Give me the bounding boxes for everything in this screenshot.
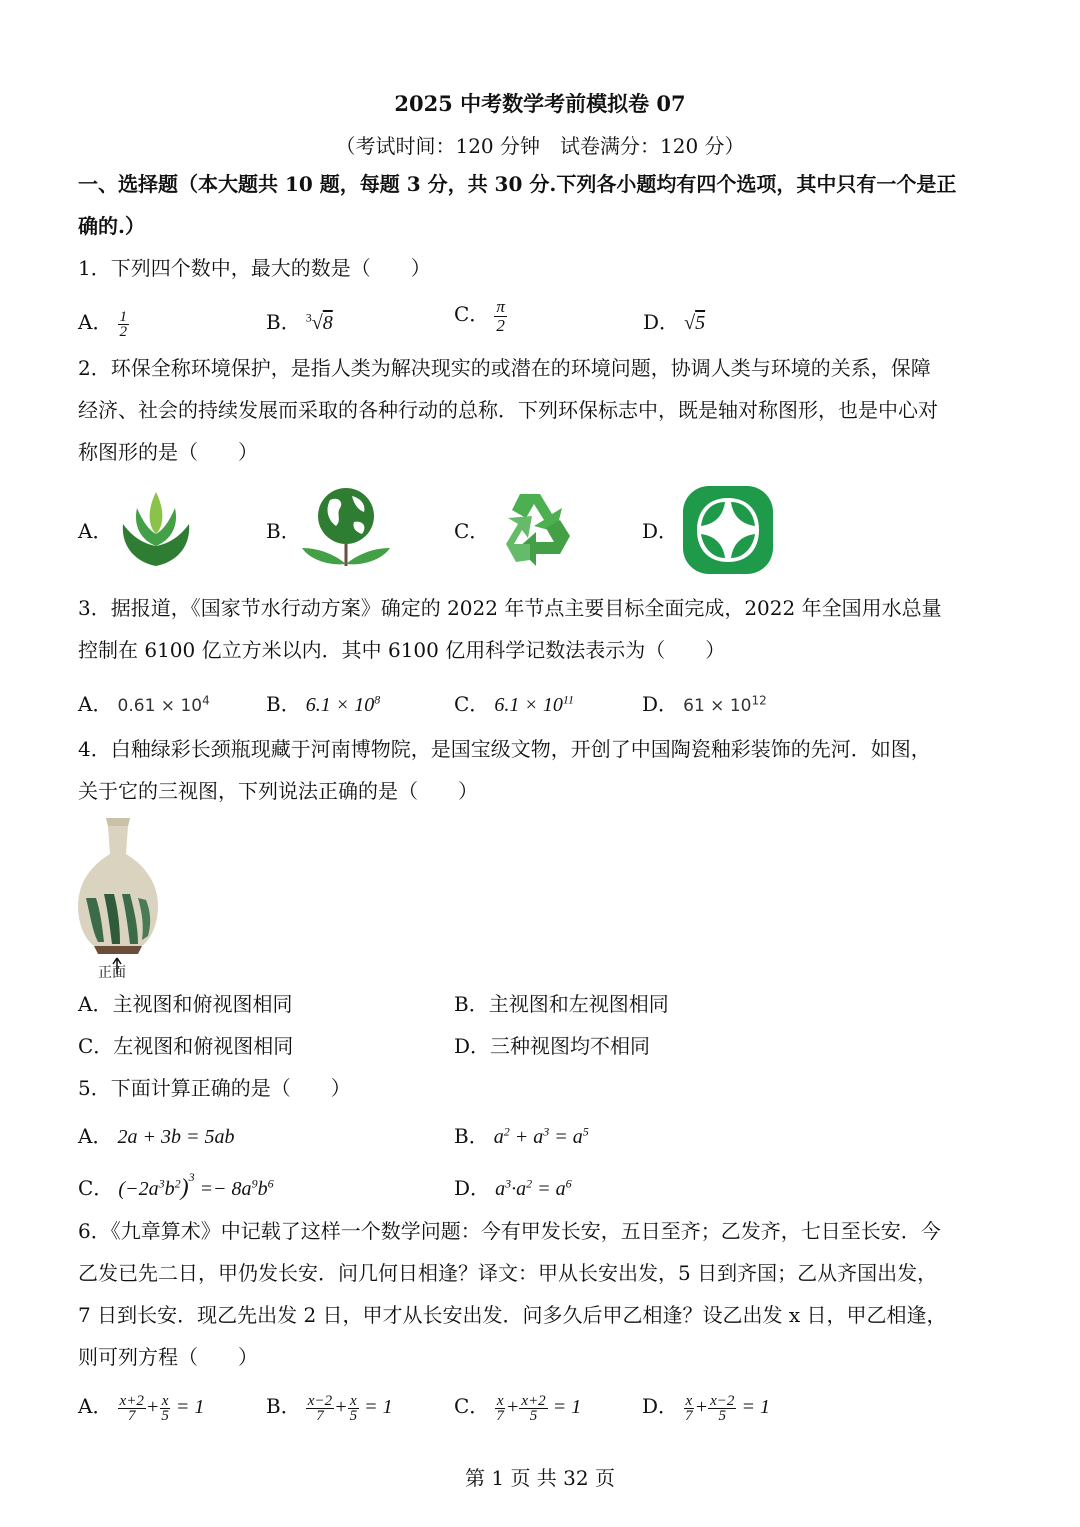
q3-c-expr	[494, 694, 574, 716]
q1-d-expr: √5	[684, 312, 706, 334]
q5-c-p5: 3	[188, 1170, 195, 1185]
q5-b-expr	[494, 1126, 589, 1148]
q2-d-label: D．	[642, 519, 679, 543]
q4-option-d: D．三种视图均不相同	[454, 1034, 651, 1058]
q3-b-base: 6.1 × 10	[305, 694, 375, 716]
q2-c-label: C．	[454, 519, 490, 543]
q5-d-p5: 6	[565, 1176, 572, 1191]
q6-line1: 6．《九章算术》中记载了这样一个数学问题：今有甲发长安，五日至齐；乙发齐，七日至长安．今	[78, 1219, 941, 1243]
q6-a-plus: +	[145, 1396, 160, 1418]
q6-line2: 乙发已先二日，甲仍发长安．问几何日相逢？译文：甲从长安出发，5 日到齐国；乙从齐国出发，	[78, 1261, 938, 1285]
vase-caption: 正面	[98, 965, 126, 981]
globe-plant-icon	[300, 486, 392, 572]
q1-b-index: 3	[305, 310, 312, 325]
q1-option-c	[454, 298, 507, 335]
q5-d-label: D．	[454, 1176, 491, 1200]
q5-c-p8: b	[257, 1178, 268, 1200]
q6-c-f1d: 7	[496, 1408, 504, 1424]
q5-c-expr	[118, 1170, 274, 1201]
q3-b-expr	[306, 694, 381, 716]
q6-b-f1n: x−2	[307, 1393, 333, 1409]
q6-b-f2n: x	[349, 1393, 357, 1409]
q5-c-p7: 9	[251, 1176, 258, 1191]
q1-b-radicand: 8	[322, 312, 333, 334]
q4-line2: 关于它的三视图，下列说法正确的是（ ）	[78, 779, 478, 803]
section-heading-cont: 确的.）	[78, 214, 145, 238]
section-heading: 一、选择题（本大题共 10 题，每题 3 分，共 30 分.下列各小题均有四个选项，其中只有一个是正	[78, 172, 957, 196]
q5-b-label: B．	[454, 1124, 489, 1148]
q6-option-c	[454, 1390, 581, 1423]
q1-d-label: D．	[643, 310, 680, 334]
q5-c-p9: 6	[267, 1176, 274, 1191]
q6-c-f2n: x+2	[521, 1393, 546, 1409]
q6-d-frac1	[683, 1394, 695, 1423]
q3-b-exp: 8	[374, 692, 381, 707]
q3-a-base: 0.61 × 10	[117, 696, 203, 716]
q4-line1: 4．白釉绿彩长颈瓶现藏于河南博物院，是国宝级文物，开创了中国陶瓷釉彩装饰的先河．如图，	[78, 737, 931, 761]
q5-b-p2: + a	[509, 1126, 544, 1148]
q2-b-label: B．	[266, 519, 301, 543]
q5-d-p1: 3	[505, 1176, 512, 1191]
q3-line2: 控制在 6100 亿立方米以内．其中 6100 亿用科学记数法表示为（ ）	[78, 638, 726, 662]
q6-d-f2n: x−2	[710, 1393, 735, 1409]
q6-line4: 则可列方程（ ）	[78, 1345, 258, 1369]
q1-d-radicand: 5	[695, 312, 706, 334]
q5-d-p2: ·a	[511, 1178, 527, 1200]
q1-b-expr: $^3$√8	[305, 310, 333, 334]
q3-option-b	[266, 688, 380, 717]
q5-c-p6: =− 8a	[194, 1178, 252, 1200]
q6-a-frac2	[159, 1394, 171, 1423]
q1-b-label: B．	[266, 310, 301, 334]
q3-c-exp: 11	[562, 692, 575, 707]
q1-c-den: 2	[496, 316, 505, 335]
q6-d-f1n: x	[685, 1393, 693, 1409]
q5-d-expr	[495, 1178, 572, 1200]
q1-a-num: 1	[119, 309, 128, 325]
q5-d-p0: a	[495, 1178, 506, 1200]
q5-b-p1: 2	[503, 1124, 510, 1139]
q5-d-p4: = a	[532, 1178, 566, 1200]
q2-line3: 称图形的是（ ）	[78, 440, 258, 464]
q6-c-f1n: x	[496, 1393, 504, 1409]
q5-c-p2: b	[164, 1178, 175, 1200]
q6-b-label: B．	[266, 1394, 301, 1418]
q6-c-frac2	[519, 1394, 547, 1423]
q1-options	[78, 297, 1028, 340]
q6-option-a	[78, 1390, 204, 1423]
q5-stem: 5．下面计算正确的是（ ）	[78, 1076, 351, 1100]
q3-d-base: 61 × 10	[683, 696, 752, 716]
leaf-flame-logo-icon	[115, 488, 197, 570]
page-footer: 第 1 页 共 32 页	[465, 1466, 615, 1490]
q6-a-f2d: 5	[161, 1408, 169, 1424]
q6-a-frac1	[118, 1394, 146, 1423]
q5-c-p0: (−2a	[118, 1178, 159, 1200]
q5-b-p0: a	[493, 1126, 504, 1148]
q6-b-eq: = 1	[364, 1396, 393, 1418]
q6-d-label: D．	[642, 1394, 679, 1418]
q2-line2: 经济、社会的持续发展而采取的各种行动的总称．下列环保标志中，既是轴对称图形，也是中心对	[78, 398, 938, 422]
q4-option-c: C．左视图和俯视图相同	[78, 1034, 294, 1058]
q1-a-fraction	[118, 310, 130, 339]
vase-image	[76, 814, 160, 984]
q1-a-label: A．	[78, 310, 113, 334]
q5-b-p4: = a	[549, 1126, 583, 1148]
q3-option-c	[454, 688, 574, 717]
q6-a-f1d: 7	[127, 1408, 136, 1424]
q1-option-b	[266, 306, 333, 335]
q6-line3: 7 日到长安．现乙先出发 2 日，甲才从长安出发．问多久后甲乙相逢？设乙出发 x 日，甲乙相逢，	[78, 1303, 947, 1327]
q6-d-f2d: 5	[718, 1408, 727, 1424]
q5-c-p3: 2	[174, 1176, 181, 1191]
q4-option-b: B．主视图和左视图相同	[454, 992, 669, 1016]
four-leaf-logo-icon	[683, 486, 773, 574]
q5-option-b	[454, 1120, 589, 1149]
q4-option-a: A．主视图和俯视图相同	[78, 992, 293, 1016]
exam-subtitle: （考试时间：120 分钟 试卷满分：120 分）	[335, 134, 745, 158]
q6-a-f1n: x+2	[119, 1393, 144, 1409]
q6-a-f2n: x	[161, 1393, 169, 1409]
q5-a-label: A．	[78, 1124, 113, 1148]
q3-b-label: B．	[266, 692, 301, 716]
q6-option-d	[642, 1390, 770, 1423]
q3-d-expr	[683, 693, 767, 716]
q3-d-label: D．	[642, 692, 679, 716]
q6-c-label: C．	[454, 1394, 490, 1418]
q2-line1: 2．环保全称环境保护，是指人类为解决现实的或潜在的环境问题，协调人类与环境的关系，保障	[78, 356, 931, 380]
q6-b-frac1	[306, 1394, 334, 1423]
q3-a-exp: 4	[202, 693, 210, 708]
q6-c-eq: = 1	[552, 1396, 582, 1418]
q6-d-eq: = 1	[741, 1396, 771, 1418]
q1-c-label: C．	[454, 302, 490, 326]
q6-b-frac2	[348, 1394, 360, 1423]
q6-c-plus: +	[505, 1396, 520, 1418]
q5-c-label: C．	[78, 1176, 114, 1200]
q6-option-b	[266, 1390, 393, 1423]
q5-option-a	[78, 1120, 235, 1149]
q5-b-p5: 5	[582, 1124, 589, 1139]
q6-b-plus: +	[334, 1396, 348, 1418]
q3-option-a	[78, 688, 210, 717]
recycle-icon	[490, 486, 578, 572]
exam-title: 2025 中考数学考前模拟卷 07	[394, 91, 686, 116]
q3-a-expr	[117, 693, 210, 716]
q6-d-f1d: 7	[685, 1408, 693, 1424]
q6-b-f2d: 5	[349, 1408, 358, 1424]
q5-d-p3: 2	[526, 1176, 533, 1191]
q3-d-exp: 12	[751, 693, 767, 708]
q1-a-den: 2	[119, 324, 128, 340]
q3-c-base: 6.1 × 10	[494, 694, 563, 716]
q6-d-plus: +	[694, 1396, 709, 1418]
q5-c-p4: )	[180, 1175, 189, 1201]
q6-c-frac1	[494, 1394, 506, 1423]
q1-c-fraction	[494, 298, 507, 335]
q6-a-eq: = 1	[175, 1396, 205, 1418]
q5-option-d	[454, 1172, 572, 1201]
q2-a-label: A．	[78, 519, 113, 543]
q6-d-frac2	[708, 1394, 736, 1423]
q3-option-d	[642, 688, 767, 717]
q1-option-d	[643, 306, 705, 335]
q1-option-a	[78, 306, 129, 339]
q1-stem: 1．下列四个数中，最大的数是（ ）	[78, 256, 431, 280]
q1-c-num: π	[496, 297, 505, 316]
q6-b-f1d: 7	[316, 1408, 324, 1424]
q6-a-label: A．	[78, 1394, 113, 1418]
q3-a-label: A．	[78, 692, 113, 716]
q5-option-c	[78, 1172, 274, 1202]
q5-a-expr: 2a + 3b = 5ab	[117, 1126, 235, 1148]
q5-c-p1: 3	[158, 1176, 165, 1191]
q3-c-label: C．	[454, 692, 490, 716]
q6-c-f2d: 5	[529, 1408, 538, 1424]
q5-b-p3: 3	[543, 1124, 550, 1139]
q3-line1: 3．据报道，《国家节水行动方案》确定的 2022 年节点主要目标全面完成，2022 年全国用水总量	[78, 596, 942, 620]
